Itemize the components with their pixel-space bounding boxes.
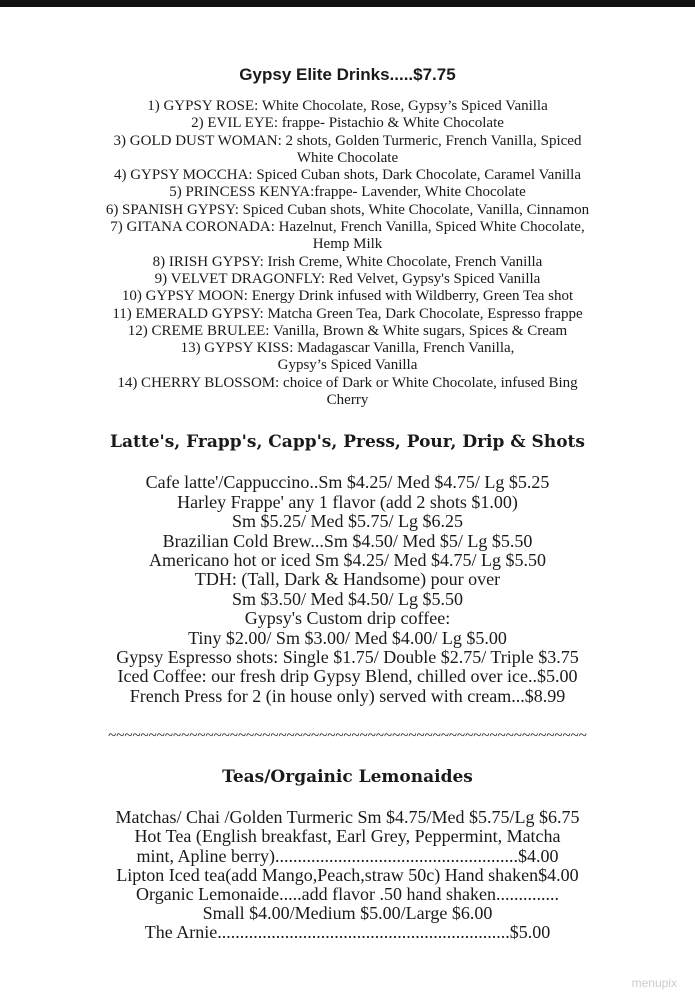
menu-item-line: 6) SPANISH GYPSY: Spiced Cuban shots, White Chocolate, Vanilla, Cinnamon [105, 201, 590, 218]
menu-item-line: 3) GOLD DUST WOMAN: 2 shots, Golden Turmeric, French Vanilla, Spiced [113, 132, 582, 149]
watermark: menupix [631, 976, 677, 990]
menu-item-line: Small $4.00/Medium $5.00/Large $6.00 [202, 903, 493, 924]
menu-item-line: Harley Frappe' any 1 flavor (add 2 shots $1.00) [177, 491, 518, 512]
menu-item-line: Gypsy's Custom drip coffee: [244, 608, 451, 629]
menu-item-line: Organic Lemonaide.....add flavor .50 hand shaken.............. [135, 884, 560, 905]
menu-item-line: 2) EVIL EYE: frappe- Pistachio & White Chocolate [191, 115, 504, 132]
menu-item-line: French Press for 2 (in house only) served with cream...$8.99 [129, 685, 566, 706]
menu-item-line: 13) GYPSY KISS: Madagascar Vanilla, French Vanilla, [180, 340, 515, 357]
coffee-list [10, 473, 685, 706]
menu-item-line: 9) VELVET DRAGONFLY: Red Velvet, Gypsy's Spiced Vanilla [154, 270, 541, 287]
menu-item-line: The Arnie.................................................................$5.00 [144, 922, 551, 943]
menu-item-line: TDH: (Tall, Dark & Handsome) pour over [194, 569, 501, 590]
teas-heading: Teas/Orgainic Lemonaides [222, 767, 473, 788]
menu-item-line: 4) GYPSY MOCCHA: Spiced Cuban shots, Dark Chocolate, Caramel Vanilla [113, 167, 582, 184]
menu-page [0, 64, 695, 943]
menu-item-line: Cherry [326, 392, 369, 409]
menu-item-line: Lipton Iced tea(add Mango,Peach,straw 50c) Hand shaken$4.00 [116, 864, 579, 885]
teas-list [10, 808, 685, 942]
menu-item-line: Brazilian Cold Brew...Sm $4.50/ Med $5/ Lg $5.50 [162, 530, 533, 551]
menu-item-line: Americano hot or iced Sm $4.25/ Med $4.75/ Lg $5.50 [149, 549, 546, 570]
menu-item-line: Hemp Milk [312, 236, 383, 253]
menu-item-line: 7) GITANA CORONADA: Hazelnut, French Vanilla, Spiced White Chocolate, [110, 219, 585, 236]
menu-item-line: Cafe latte'/Cappuccino..Sm $4.25/ Med $4.75/ Lg $5.25 [145, 472, 550, 493]
menu-item-line: Iced Coffee: our fresh drip Gypsy Blend, chilled over ice..$5.00 [117, 666, 578, 687]
menu-item-line: Matchas/ Chai /Golden Turmeric Sm $4.75/Med $5.75/Lg $6.75 [115, 807, 580, 828]
coffee-heading: Latte's, Frapp's, Capp's, Press, Pour, Drip & Shots [110, 432, 585, 453]
menu-item-line: 14) CHERRY BLOSSOM: choice of Dark or White Chocolate, infused Bing [117, 374, 578, 391]
top-bar [0, 0, 695, 7]
elite-drinks-list [10, 98, 685, 409]
menu-item-line: Sm $3.50/ Med $4.50/ Lg $5.50 [231, 588, 463, 609]
menu-item-line: Sm $5.25/ Med $5.75/ Lg $6.25 [231, 511, 463, 532]
menu-item-line: 1) GYPSY ROSE: White Chocolate, Rose, Gypsy’s Spiced Vanilla [147, 98, 548, 114]
menu-item-line: Gypsy Espresso shots: Single $1.75/ Double $2.75/ Triple $3.75 [116, 647, 579, 667]
menu-item-line: 12) CREME BRULEE: Vanilla, Brown & White sugars, Spices & Cream [127, 322, 568, 339]
menu-item-line: mint, Apline berry)......................................................$4.00 [136, 845, 559, 866]
menu-item-line: Gypsy’s Spiced Vanilla [277, 357, 418, 374]
menu-item-line: 8) IRISH GYPSY: Irish Creme, White Chocolate, French Vanilla [152, 253, 543, 270]
menu-item-line: 10) GYPSY MOON: Energy Drink infused with Wildberry, Green Tea shot [121, 288, 574, 305]
menu-item-line: 11) EMERALD GYPSY: Matcha Green Tea, Dark Chocolate, Espresso frappe [112, 305, 583, 322]
divider: ~~~~~~~~~~~~~~~~~~~~~~~~~~~~~~~~~~~~~~~~~~~~~~~~~~~~~~~~~~~ [108, 728, 587, 745]
menu-item-line: White Chocolate [296, 149, 399, 166]
menu-item-line: 5) PRINCESS KENYA:frappe- Lavender, White Chocolate [169, 184, 526, 201]
menu-item-line: Tiny $2.00/ Sm $3.00/ Med $4.00/ Lg $5.00 [188, 627, 507, 648]
elite-drinks-heading: Gypsy Elite Drinks.....$7.75 [239, 65, 456, 84]
menu-item-line: Hot Tea (English breakfast, Earl Grey, Peppermint, Matcha [134, 826, 561, 847]
